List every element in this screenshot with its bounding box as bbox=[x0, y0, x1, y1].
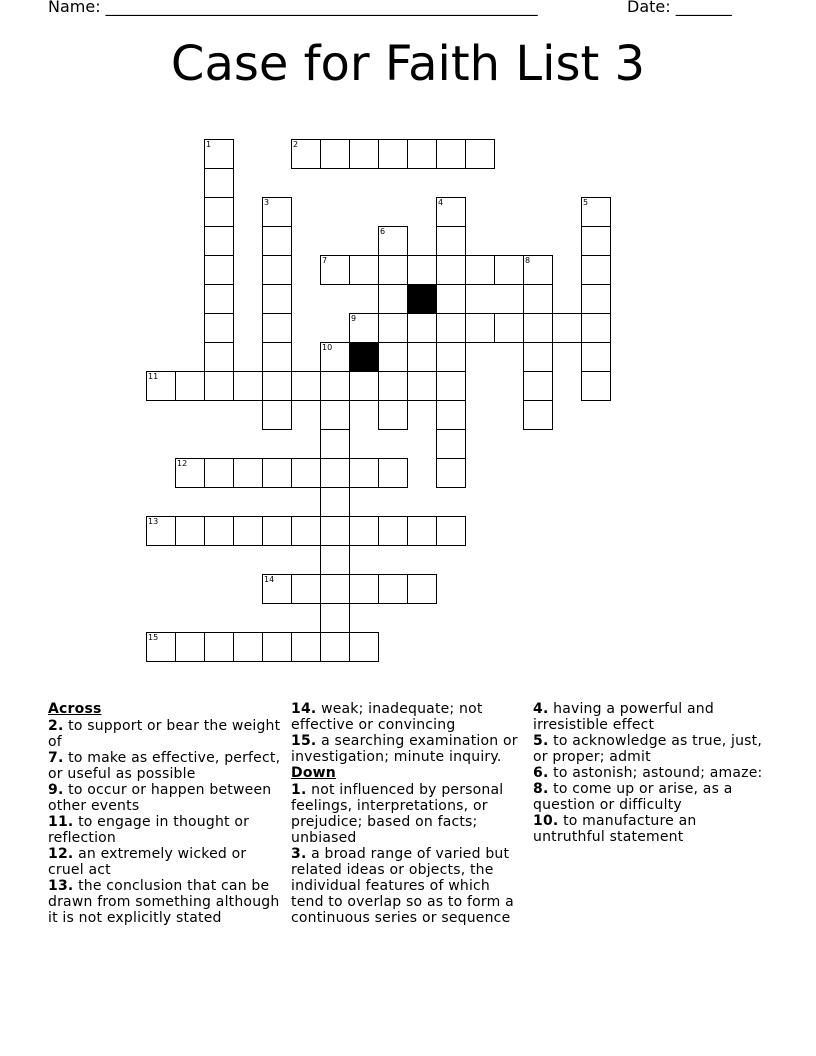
clue-number: 9. bbox=[48, 782, 64, 798]
crossword-cell[interactable] bbox=[320, 545, 350, 575]
crossword-cell[interactable] bbox=[320, 603, 350, 633]
crossword-cell[interactable] bbox=[320, 139, 350, 169]
crossword-cell[interactable] bbox=[204, 255, 234, 285]
crossword-cell[interactable] bbox=[436, 284, 466, 314]
clue-text: a searching examination or investigation; minute inquiry. bbox=[291, 733, 518, 765]
crossword-cell[interactable] bbox=[320, 487, 350, 517]
across-heading: Across bbox=[48, 701, 102, 717]
crossword-cell[interactable] bbox=[204, 458, 234, 488]
cell-number: 12 bbox=[177, 459, 188, 468]
crossword-cell[interactable] bbox=[262, 371, 292, 401]
cell-number: 10 bbox=[322, 343, 333, 352]
name-field-label: Name: ______________________________________________________ bbox=[48, 0, 538, 16]
crossword-cell[interactable] bbox=[523, 284, 553, 314]
crossword-cell[interactable] bbox=[233, 371, 263, 401]
crossword-cell[interactable] bbox=[204, 632, 234, 662]
crossword-cell[interactable] bbox=[320, 516, 350, 546]
clue-across-12 bbox=[48, 846, 284, 878]
clue-text: to astonish; astound; amaze: bbox=[553, 765, 763, 781]
crossword-cell[interactable] bbox=[320, 342, 350, 372]
clue-number: 15. bbox=[291, 733, 317, 749]
crossword-cell[interactable] bbox=[378, 284, 408, 314]
crossword-cell[interactable] bbox=[262, 632, 292, 662]
crossword-cell[interactable] bbox=[378, 313, 408, 343]
clue-number: 6. bbox=[533, 765, 549, 781]
clue-across-13 bbox=[48, 878, 284, 926]
cell-number: 8 bbox=[525, 256, 531, 265]
clue-number: 2. bbox=[48, 718, 64, 734]
crossword-cell[interactable] bbox=[581, 342, 611, 372]
crossword-block bbox=[407, 284, 437, 314]
crossword-cell[interactable] bbox=[349, 371, 379, 401]
clue-number: 13. bbox=[48, 878, 74, 894]
crossword-cell[interactable] bbox=[320, 574, 350, 604]
crossword-cell[interactable] bbox=[204, 197, 234, 227]
crossword-cell[interactable] bbox=[436, 139, 466, 169]
clue-across-9 bbox=[48, 782, 284, 814]
crossword-cell[interactable] bbox=[378, 226, 408, 256]
crossword-cell[interactable] bbox=[320, 371, 350, 401]
clue-across-15 bbox=[291, 733, 527, 765]
crossword-cell[interactable] bbox=[407, 139, 437, 169]
clue-number: 12. bbox=[48, 846, 74, 862]
crossword-cell[interactable] bbox=[262, 574, 292, 604]
crossword-cell[interactable] bbox=[146, 371, 176, 401]
crossword-cell[interactable] bbox=[378, 255, 408, 285]
crossword-cell[interactable] bbox=[320, 255, 350, 285]
clue-text: weak; inadequate; not effective or convincing bbox=[291, 701, 483, 733]
crossword-cell[interactable] bbox=[523, 371, 553, 401]
cell-number: 7 bbox=[322, 256, 328, 265]
crossword-cell[interactable] bbox=[581, 313, 611, 343]
crossword-cell[interactable] bbox=[262, 313, 292, 343]
clue-text: to come up or arise, as a question or difficulty bbox=[533, 781, 733, 813]
crossword-cell[interactable] bbox=[436, 429, 466, 459]
crossword-cell[interactable] bbox=[378, 400, 408, 430]
crossword-cell[interactable] bbox=[523, 342, 553, 372]
cell-number: 9 bbox=[351, 314, 357, 323]
crossword-cell[interactable] bbox=[262, 197, 292, 227]
crossword-cell[interactable] bbox=[233, 516, 263, 546]
clue-across-14 bbox=[291, 701, 527, 733]
crossword-cell[interactable] bbox=[436, 226, 466, 256]
crossword-cell[interactable] bbox=[204, 371, 234, 401]
crossword-cell[interactable] bbox=[407, 255, 437, 285]
crossword-cell[interactable] bbox=[436, 313, 466, 343]
clue-text: to occur or happen between other events bbox=[48, 782, 272, 814]
date-field-label: Date: _______ bbox=[627, 0, 732, 16]
clue-text: an extremely wicked or cruel act bbox=[48, 846, 247, 878]
crossword-cell[interactable] bbox=[523, 400, 553, 430]
clue-text: to engage in thought or reflection bbox=[48, 814, 250, 846]
crossword-cell[interactable] bbox=[233, 632, 263, 662]
clue-number: 1. bbox=[291, 782, 307, 798]
crossword-cell[interactable] bbox=[436, 458, 466, 488]
crossword-cell[interactable] bbox=[465, 255, 495, 285]
crossword-block bbox=[349, 342, 379, 372]
clue-text: to make as effective, perfect, or useful as possible bbox=[48, 750, 281, 782]
crossword-cell[interactable] bbox=[175, 632, 205, 662]
crossword-cell[interactable] bbox=[262, 516, 292, 546]
clue-down-3 bbox=[291, 846, 527, 926]
crossword-cell[interactable] bbox=[349, 255, 379, 285]
clues-column-3 bbox=[533, 701, 769, 845]
crossword-cell[interactable] bbox=[436, 371, 466, 401]
crossword-cell[interactable] bbox=[204, 284, 234, 314]
crossword-cell[interactable] bbox=[378, 139, 408, 169]
crossword-cell[interactable] bbox=[204, 139, 234, 169]
down-heading: Down bbox=[291, 765, 336, 781]
cell-number: 4 bbox=[438, 198, 444, 207]
cell-number: 14 bbox=[264, 575, 275, 584]
clue-text: to support or bear the weight of bbox=[48, 718, 281, 750]
clue-text: to manufacture an untruthful statement bbox=[533, 813, 697, 845]
crossword-cell[interactable] bbox=[436, 342, 466, 372]
clues-column-2 bbox=[291, 701, 527, 926]
crossword-cell[interactable] bbox=[378, 458, 408, 488]
crossword-cell[interactable] bbox=[407, 371, 437, 401]
clue-text: having a powerful and irresistible effect bbox=[533, 701, 714, 733]
crossword-cell[interactable] bbox=[204, 226, 234, 256]
clue-number: 7. bbox=[48, 750, 64, 766]
clue-number: 8. bbox=[533, 781, 549, 797]
cell-number: 5 bbox=[583, 198, 589, 207]
crossword-cell[interactable] bbox=[204, 313, 234, 343]
clue-number: 3. bbox=[291, 846, 307, 862]
crossword-cell[interactable] bbox=[349, 458, 379, 488]
clue-across-2 bbox=[48, 718, 284, 750]
crossword-cell[interactable] bbox=[581, 226, 611, 256]
clue-text: not influenced by personal feelings, interpretations, or prejudice; based on facts; unbiased bbox=[291, 782, 504, 846]
clue-down-6 bbox=[533, 765, 769, 781]
crossword-cell[interactable] bbox=[262, 458, 292, 488]
crossword-cell[interactable] bbox=[552, 313, 582, 343]
clue-across-7 bbox=[48, 750, 284, 782]
crossword-cell[interactable] bbox=[436, 255, 466, 285]
crossword-cell[interactable] bbox=[262, 400, 292, 430]
crossword-cell[interactable] bbox=[262, 342, 292, 372]
crossword-cell[interactable] bbox=[320, 458, 350, 488]
crossword-cell[interactable] bbox=[523, 255, 553, 285]
crossword-cell[interactable] bbox=[146, 632, 176, 662]
cell-number: 1 bbox=[206, 140, 212, 149]
crossword-cell[interactable] bbox=[146, 516, 176, 546]
cell-number: 6 bbox=[380, 227, 386, 236]
crossword-cell[interactable] bbox=[291, 371, 321, 401]
crossword-cell[interactable] bbox=[175, 516, 205, 546]
crossword-cell[interactable] bbox=[436, 516, 466, 546]
crossword-cell[interactable] bbox=[262, 226, 292, 256]
clue-down-4 bbox=[533, 701, 769, 733]
crossword-cell[interactable] bbox=[581, 255, 611, 285]
cell-number: 15 bbox=[148, 633, 159, 642]
cell-number: 13 bbox=[148, 517, 159, 526]
crossword-cell[interactable] bbox=[291, 458, 321, 488]
crossword-cell[interactable] bbox=[465, 313, 495, 343]
crossword-cell[interactable] bbox=[407, 516, 437, 546]
crossword-cell[interactable] bbox=[320, 429, 350, 459]
clue-down-8 bbox=[533, 781, 769, 813]
clue-text: to acknowledge as true, just, or proper; admit bbox=[533, 733, 762, 765]
clue-across-11 bbox=[48, 814, 284, 846]
crossword-cell[interactable] bbox=[262, 255, 292, 285]
crossword-cell[interactable] bbox=[465, 139, 495, 169]
crossword-cell[interactable] bbox=[581, 284, 611, 314]
crossword-cell[interactable] bbox=[581, 371, 611, 401]
clue-number: 4. bbox=[533, 701, 549, 717]
crossword-cell[interactable] bbox=[291, 516, 321, 546]
crossword-cell[interactable] bbox=[436, 197, 466, 227]
crossword-cell[interactable] bbox=[204, 168, 234, 198]
cell-number: 11 bbox=[148, 372, 159, 381]
clue-down-5 bbox=[533, 733, 769, 765]
crossword-cell[interactable] bbox=[320, 632, 350, 662]
crossword-cell[interactable] bbox=[407, 313, 437, 343]
crossword-cell[interactable] bbox=[349, 313, 379, 343]
crossword-cell[interactable] bbox=[291, 139, 321, 169]
clue-number: 11. bbox=[48, 814, 74, 830]
clue-number: 14. bbox=[291, 701, 317, 717]
crossword-cell[interactable] bbox=[175, 458, 205, 488]
crossword-cell[interactable] bbox=[349, 632, 379, 662]
crossword-cell[interactable] bbox=[494, 313, 524, 343]
clue-number: 10. bbox=[533, 813, 559, 829]
clue-text: a broad range of varied but related ideas or objects, the individual features of which tend to overlap so as to form a continuous series or sequence bbox=[291, 846, 514, 926]
crossword-cell[interactable] bbox=[204, 516, 234, 546]
crossword-cell[interactable] bbox=[349, 574, 379, 604]
crossword-cell[interactable] bbox=[291, 632, 321, 662]
clue-down-10 bbox=[533, 813, 769, 845]
crossword-cell[interactable] bbox=[320, 400, 350, 430]
clue-down-1 bbox=[291, 782, 527, 846]
crossword-cell[interactable] bbox=[233, 458, 263, 488]
clue-text: the conclusion that can be drawn from something although it is not explicitly stated bbox=[48, 878, 280, 926]
cell-number: 3 bbox=[264, 198, 270, 207]
clue-number: 5. bbox=[533, 733, 549, 749]
crossword-cell[interactable] bbox=[581, 197, 611, 227]
page-title: Case for Faith List 3 bbox=[170, 36, 646, 92]
crossword-cell[interactable] bbox=[523, 313, 553, 343]
clues-column-1 bbox=[48, 701, 284, 926]
crossword-cell[interactable] bbox=[407, 574, 437, 604]
crossword-cell[interactable] bbox=[349, 139, 379, 169]
crossword-cell[interactable] bbox=[378, 342, 408, 372]
crossword-cell[interactable] bbox=[378, 574, 408, 604]
crossword-cell[interactable] bbox=[436, 400, 466, 430]
crossword-cell[interactable] bbox=[175, 371, 205, 401]
crossword-cell[interactable] bbox=[494, 255, 524, 285]
crossword-cell[interactable] bbox=[204, 342, 234, 372]
crossword-cell[interactable] bbox=[378, 516, 408, 546]
crossword-cell[interactable] bbox=[262, 284, 292, 314]
cell-number: 2 bbox=[293, 140, 299, 149]
crossword-cell[interactable] bbox=[378, 371, 408, 401]
crossword-cell[interactable] bbox=[349, 516, 379, 546]
crossword-cell[interactable] bbox=[291, 574, 321, 604]
